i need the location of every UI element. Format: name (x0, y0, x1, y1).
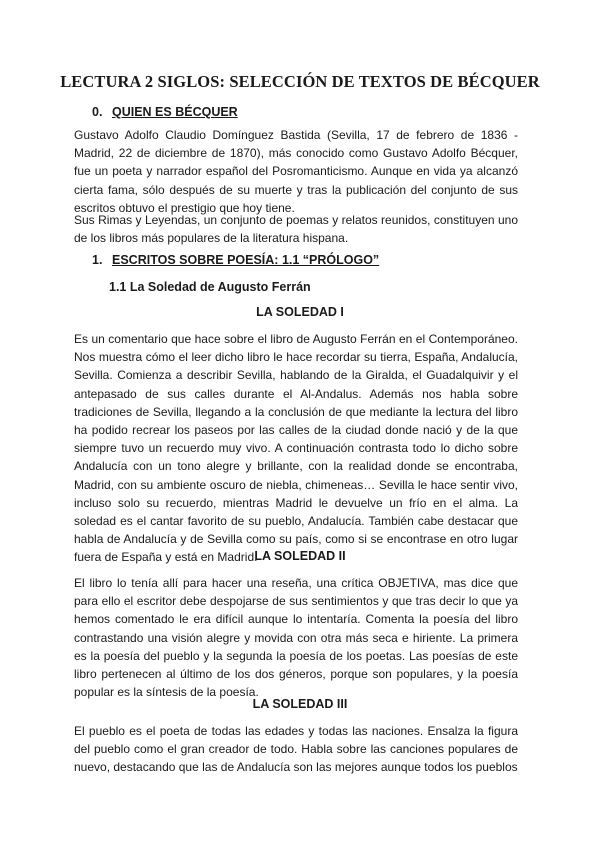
soledad-1-heading: LA SOLEDAD I (256, 305, 344, 319)
soledad-2-text: El libro lo tenía allí para hacer una reseña, una crítica OBJETIVA, mas dice que para ello el escritor debe despojarse de sus sentimientos y que tras decir lo que ya hemos comentado le era difícil aunque lo intentaría. Comenta la poesía del libro contrastando una visión alegre y movida con otra más seca e hiriente. La primera es la poesía del pueblo y la segunda la poesía de los poetas. Las poesías de este libro pertenecen al último de los dos géneros, porque son populares, y la poesía popular es la síntesis de la poesía. (74, 576, 518, 700)
section-1-title: ESCRITOS SOBRE POESÍA: 1.1 “PRÓLOGO” (112, 253, 380, 267)
soledad-2-heading: LA SOLEDAD II (254, 549, 346, 563)
soledad-3-heading: LA SOLEDAD III (252, 697, 348, 711)
document-title: LECTURA 2 SIGLOS: SELECCIÓN DE TEXTOS DE BÉCQUER (60, 72, 540, 91)
intro-paragraph-2: Sus Rimas y Leyendas, un conjunto de poemas y relatos reunidos, constituyen uno de los libros más populares de la literatura hispana. (74, 213, 518, 246)
section-1-heading (92, 253, 379, 267)
section-0-title: QUIEN ES BÉCQUER (112, 105, 238, 119)
section-0-number: 0. (92, 105, 103, 119)
subsection-heading: 1.1 La Soledad de Augusto Ferrán (109, 280, 311, 294)
section-1-number: 1. (92, 253, 103, 267)
section-0-heading (92, 105, 238, 119)
soledad-3-text: El pueblo es el poeta de todas las edades y todas las naciones. Ensalza la figura del pueblo como el gran creador de todo. Habla sobre las canciones populares de nuevo, destacando que las de Andalucía son las mejores aunque todos los pueblos (74, 724, 518, 775)
soledad-1-text: Es un comentario que hace sobre el libro de Augusto Ferrán en el Contemporáneo. Nos muestra cómo el leer dicho libro le hace recordar su tierra, España, Andalucía, Sevilla. Comienza a describir Sevilla, hablando de la Giralda, el Guadalquivir y el antepasado de sus calles durante el Al-Andalus. Además nos habla sobre tradiciones de Sevilla, llegando a la conclusión de que mediante la lectura del libro ha podido recrear los paseos por las calles de la ciudad donde nació y de la que siempre tuvo un recuerdo muy vivo. A continuación contrasta todo lo dicho sobre Andalucía con un tono alegre y brillante, con la realidad donde se encontraba, Madrid, con su ambiente oscuro de niebla, chimeneas… Sevilla le hace sentir vivo, incluso solo su recuerdo, mientras Madrid le devuelve un frío en el alma. La soledad es el cantar favorito de su pueblo, Andalucía. También cabe destacar que habla de Andalucía y de Sevilla como su país, como si se encontrase en otro lugar fuera de España y está en Madrid. (74, 332, 518, 565)
intro-paragraph-1: Gustavo Adolfo Claudio Domínguez Bastida (Sevilla, 17 de febrero de 1836 - Madrid, 22 de diciembre de 1870), más conocido como Gustavo Adolfo Bécquer, fue un poeta y narrador español del Posromanticismo. Aunque en vida ya alcanzó cierta fama, sólo después de su muerte y tras la publicación del conjunto de sus escritos obtuvo el prestigio que hoy tiene. (74, 128, 518, 215)
